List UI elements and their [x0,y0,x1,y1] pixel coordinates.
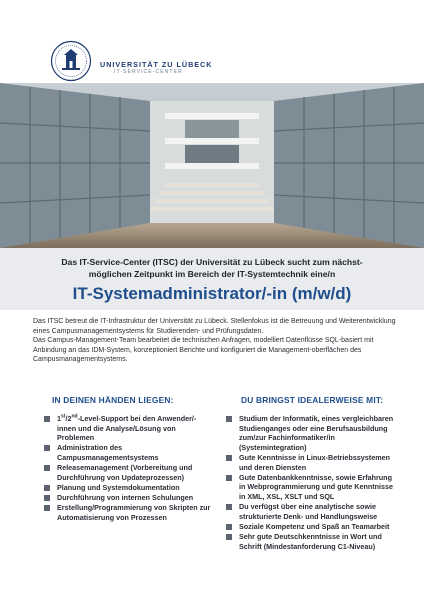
bullet-icon [44,445,50,451]
intro-line-1: Das IT-Service-Center (ITSC) der Universität zu Lübeck sucht zum nächst- [61,257,363,267]
tasks-heading: IN DEINEN HÄNDEN LIEGEN: [52,395,174,405]
bullet-icon [226,524,232,530]
bullet-icon [226,534,232,540]
job-description [33,317,401,365]
bullet-icon [44,505,50,511]
bullet-icon [44,485,50,491]
university-subtitle: IT-SERVICE-CENTER [114,69,183,75]
job-title: IT-Systemadministrator/-in (m/w/d) [72,284,352,303]
university-seal-icon [50,40,92,82]
list-item: Sehr gute Deutschkenntnisse in Wort und Schrift (Mindestanforderung C1-Niveau) [226,532,398,551]
bullet-icon [226,416,232,422]
list-item: Administration des Campusmanagementsystems [44,443,214,462]
list-item: Du verfügst über eine analytische sowie strukturierte Denk- und Handlungsweise [226,502,398,521]
description-paragraph-2: Das Campus-Management-Team bearbeitet die technischen Anfragen, modelliert Datenflüsse SQL-basiert mit Anbindung an das IDM-System, konzeptioniert Berichte und konfiguriert die Management-oberflächen des Campusmanagementsystems. [33,337,374,364]
bullet-icon [44,495,50,501]
bullet-icon [226,504,232,510]
bullet-icon [44,465,50,471]
list-item: Planung und Systemdokumentation [44,483,214,493]
profile-list [226,414,398,552]
list-item: Gute Datenbankkenntnisse, sowie Erfahrung in Webprogrammierung und gute Kenntnisse in XML, XSL, XSLT und SQL [226,473,398,502]
bullet-icon [226,475,232,481]
list-item: Studium der Informatik, eines vergleichbaren Studienganges oder eine Berufsausbildung zum/zur Fachinformatiker/in (Systemintegration) [226,414,398,452]
university-name: UNIVERSITÄT ZU LÜBECK [100,60,213,69]
description-paragraph-1: Das ITSC betreut die IT-Infrastruktur der Universität zu Lübeck. Stellenfokus ist die Betreuung und Weiterentwicklung eines Campusmanagementsystems für Studierenden- und Prüfungsdaten. [33,318,396,335]
list-item: Gute Kenntnisse in Linux-Betriebssystemen und deren Diensten [226,453,398,472]
bullet-icon [226,455,232,461]
intro-line-2: möglichen Zeitpunkt im Bereich der IT-Systemtechnik eine/n [88,269,336,279]
tasks-list [44,414,214,523]
building-photo [0,83,424,248]
bullet-icon [44,416,50,422]
list-item: Releasemanagement (Vorbereitung und Durchführung von Updateprozessen) [44,463,214,482]
list-item: 1st/2nd-Level-Support bei den Anwender/-innen und die Analyse/Lösung von Problemen [44,414,214,443]
intro-text [20,256,404,280]
list-item: Durchführung von internen Schulungen [44,493,214,503]
list-item: Soziale Kompetenz und Spaß an Teamarbeit [226,522,398,532]
list-item: Erstellung/Programmierung von Skripten zur Automatisierung von Prozessen [44,503,214,522]
profile-heading: DU BRINGST IDEALERWEISE MIT: [241,395,384,405]
header [0,0,424,82]
